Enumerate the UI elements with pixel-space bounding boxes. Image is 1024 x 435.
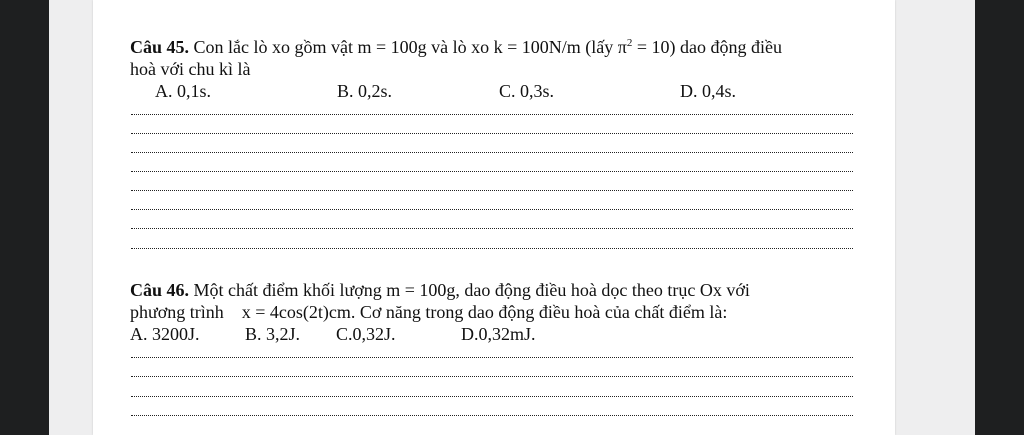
question-46-option-b: B. 3,2J. (245, 324, 301, 344)
answer-line (131, 228, 853, 229)
answer-line (131, 248, 853, 249)
question-45-superscript: 2 (626, 37, 633, 49)
answer-line (131, 209, 853, 210)
question-46-option-a: A. 3200J. (130, 324, 200, 344)
question-45-option-b: B. 0,2s. (337, 81, 393, 101)
viewer-background-right (975, 0, 1024, 435)
answer-line (131, 114, 853, 115)
question-45-text-1-end: = 10) dao động điều (632, 37, 782, 57)
question-45-line-1 (130, 37, 782, 57)
viewer-gutter-left (49, 0, 93, 435)
answer-line (131, 396, 853, 397)
question-45-option-c: C. 0,3s. (499, 81, 555, 101)
question-46-line-2: phương trình x = 4cos(2t)cm. Cơ năng trong dao động điều hoà của chất điểm là: (130, 302, 728, 322)
question-45-line-2: hoà với chu kì là (130, 59, 251, 79)
answer-line (131, 415, 853, 416)
question-46-option-c: C.0,32J. (336, 324, 396, 344)
question-45-number: Câu 45. (130, 37, 190, 57)
question-46-line-1 (130, 280, 750, 300)
viewer-background-left (0, 0, 49, 435)
answer-line (131, 376, 853, 377)
question-46-text-1: Một chất điểm khối lượng m = 100g, dao động điều hoà dọc theo trục Ox với (193, 280, 750, 300)
answer-line (131, 152, 853, 153)
question-45-text-1: Con lắc lò xo gồm vật m = 100g và lò xo k = 100N/m (lấy π (193, 37, 627, 57)
document-page (93, 0, 895, 435)
answer-line (131, 133, 853, 134)
answer-line (131, 171, 853, 172)
answer-line (131, 190, 853, 191)
question-46-option-d: D.0,32mJ. (461, 324, 536, 344)
question-46-number: Câu 46. (130, 280, 190, 300)
answer-line (131, 357, 853, 358)
question-45-option-d: D. 0,4s. (680, 81, 737, 101)
question-45-option-a: A. 0,1s. (155, 81, 212, 101)
viewer-gutter-right (895, 0, 975, 435)
